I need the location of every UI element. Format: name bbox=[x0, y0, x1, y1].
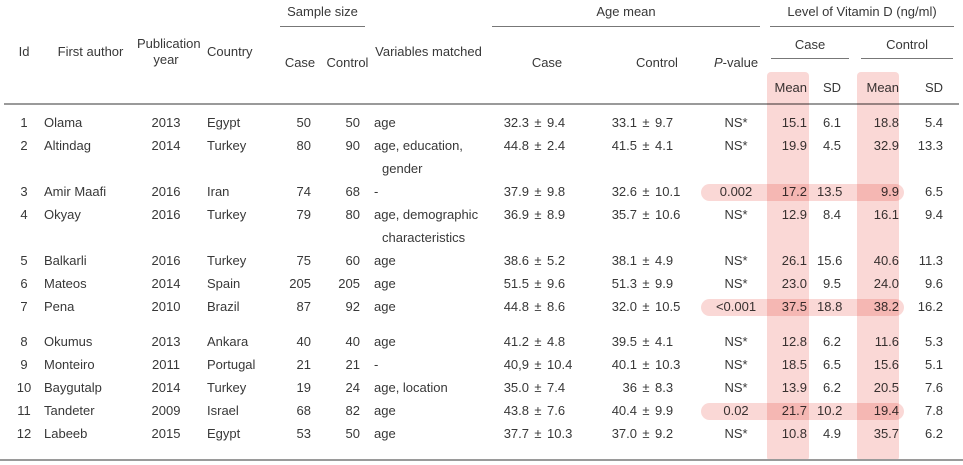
cell-first-author: Mateos bbox=[44, 276, 87, 291]
cell-first-author: Pena bbox=[44, 299, 75, 314]
cell-sample-control: 92 bbox=[345, 299, 360, 314]
cell-id: 8 bbox=[20, 334, 28, 349]
cell-variables-matched: age bbox=[374, 403, 396, 418]
table-row bbox=[4, 249, 959, 272]
cell-vitd-control-mean: 16.1 bbox=[873, 207, 900, 222]
table-header bbox=[4, 0, 959, 104]
cell-vitd-control-sd: 11.3 bbox=[918, 253, 944, 268]
cell-age-case bbox=[487, 399, 607, 422]
age-case-sd: 8.6 bbox=[547, 299, 566, 314]
cell-publication-year: 2014 bbox=[151, 138, 181, 153]
age-control-mean: 38.1 bbox=[611, 253, 637, 268]
cell-p-value: NS* bbox=[724, 334, 748, 349]
cell-country: Israel bbox=[207, 403, 239, 418]
cell-age-control bbox=[607, 422, 707, 445]
age-case-mean: 37.9 bbox=[503, 184, 529, 199]
cell-variables-matched: - bbox=[374, 184, 379, 199]
age-control-mean: 37.0 bbox=[611, 426, 637, 441]
cell-age-control bbox=[607, 272, 707, 295]
cell-id: 1 bbox=[20, 115, 28, 130]
age-control-mean: 35.7 bbox=[611, 207, 637, 222]
cell-sample-control: 21 bbox=[345, 357, 360, 372]
plus-minus-symbol: ± bbox=[534, 138, 542, 153]
table-row bbox=[4, 111, 959, 134]
age-case-mean: 38.6 bbox=[503, 253, 529, 268]
age-case-sd: 10.4 bbox=[547, 357, 573, 372]
cell-vitd-control-sd: 5.3 bbox=[924, 334, 944, 349]
plus-minus-symbol: ± bbox=[642, 380, 650, 395]
cell-country: Iran bbox=[207, 184, 230, 199]
cell-first-author: Balkarli bbox=[44, 253, 87, 268]
age-case-mean: 51.5 bbox=[503, 276, 529, 291]
cell-age-control bbox=[607, 399, 707, 422]
cell-vitd-case-sd: 4.9 bbox=[822, 426, 842, 441]
cell-first-author: Labeeb bbox=[44, 426, 88, 441]
cell-vitd-case-mean: 18.5 bbox=[781, 357, 808, 372]
p-value-italic-p: P bbox=[713, 55, 723, 70]
cell-country: Turkey bbox=[207, 207, 247, 222]
plus-minus-symbol: ± bbox=[534, 253, 542, 268]
cell-sample-case: 80 bbox=[296, 138, 311, 153]
cell-vitd-control-mean: 38.2 bbox=[873, 299, 900, 314]
cell-first-author: Tandeter bbox=[44, 403, 95, 418]
col-header-first-author: First author bbox=[57, 43, 124, 59]
age-control-mean: 32.0 bbox=[611, 299, 637, 314]
cell-sample-case: 79 bbox=[296, 207, 311, 222]
cell-p-value: <0.001 bbox=[715, 299, 757, 314]
col-header-age-case: Case bbox=[531, 55, 563, 70]
studies-table bbox=[4, 0, 959, 445]
cell-vitd-case-sd: 13.5 bbox=[817, 184, 843, 199]
cell-sample-control: 80 bbox=[345, 207, 360, 222]
cell-publication-year: 2014 bbox=[151, 276, 181, 291]
cell-sample-control: 50 bbox=[345, 115, 360, 130]
table-bottom-rule bbox=[0, 459, 963, 461]
cell-vitd-case-sd: 18.8 bbox=[817, 299, 843, 314]
header-gap-row bbox=[4, 104, 959, 111]
table-row bbox=[4, 203, 959, 249]
col-group-age-mean bbox=[487, 0, 765, 34]
cell-vitd-case-mean: 12.8 bbox=[781, 334, 808, 349]
cell-vitd-case-sd: 6.2 bbox=[822, 380, 842, 395]
age-control-mean: 33.1 bbox=[611, 115, 637, 130]
age-case-sd: 10.3 bbox=[547, 426, 573, 441]
age-case-mean: 36.9 bbox=[503, 207, 529, 222]
cell-id: 4 bbox=[20, 207, 28, 222]
cell-sample-control: 205 bbox=[338, 276, 360, 291]
col-header-vitd-case-sd: SD bbox=[822, 80, 842, 95]
cell-p-value: NS* bbox=[724, 253, 748, 268]
cell-sample-case: 68 bbox=[296, 403, 311, 418]
col-header-country: Country bbox=[207, 43, 253, 59]
cell-vitd-control-mean: 24.0 bbox=[873, 276, 900, 291]
group-gap-row bbox=[4, 318, 959, 330]
table-row bbox=[4, 422, 959, 445]
age-control-sd: 10.6 bbox=[655, 207, 681, 222]
table-row bbox=[4, 376, 959, 399]
cell-variables-matched: age bbox=[374, 253, 396, 268]
cell-first-author: Amir Maafi bbox=[44, 184, 107, 199]
cell-p-value: 0.02 bbox=[723, 403, 749, 418]
age-case-sd: 5.2 bbox=[547, 253, 566, 268]
cell-variables-matched: - bbox=[374, 357, 379, 372]
cell-age-control bbox=[607, 249, 707, 272]
age-case-mean: 37.7 bbox=[503, 426, 529, 441]
cell-age-control bbox=[607, 330, 707, 353]
age-control-sd: 10.5 bbox=[655, 299, 681, 314]
cell-variables-matched: age bbox=[374, 299, 396, 314]
cell-publication-year: 2016 bbox=[151, 184, 181, 199]
cell-sample-control: 68 bbox=[345, 184, 360, 199]
cell-sample-case: 75 bbox=[296, 253, 311, 268]
cell-first-author: Olama bbox=[44, 115, 83, 130]
age-case-sd: 8.9 bbox=[547, 207, 566, 222]
col-header-vitd-case-mean: Mean bbox=[774, 80, 808, 95]
cell-first-author: Altindag bbox=[44, 138, 91, 153]
age-case-mean: 43.8 bbox=[503, 403, 529, 418]
cell-publication-year: 2009 bbox=[151, 403, 181, 418]
cell-publication-year: 2015 bbox=[151, 426, 181, 441]
plus-minus-symbol: ± bbox=[642, 276, 650, 291]
age-case-mean: 44.8 bbox=[503, 138, 529, 153]
plus-minus-symbol: ± bbox=[642, 334, 650, 349]
plus-minus-symbol: ± bbox=[642, 357, 650, 372]
cell-publication-year: 2016 bbox=[151, 207, 181, 222]
cell-first-author: Monteiro bbox=[44, 357, 95, 372]
age-case-mean: 41.2 bbox=[503, 334, 529, 349]
col-group-vitamin-d bbox=[765, 0, 959, 34]
cell-p-value: NS* bbox=[724, 357, 748, 372]
age-case-sd: 9.6 bbox=[547, 276, 566, 291]
plus-minus-symbol: ± bbox=[534, 299, 542, 314]
cell-country: Portugal bbox=[207, 357, 256, 372]
cell-age-control bbox=[607, 111, 707, 134]
cell-vitd-control-mean: 9.9 bbox=[880, 184, 900, 199]
cell-id: 11 bbox=[17, 403, 31, 418]
table-row bbox=[4, 353, 959, 376]
cell-vitd-control-sd: 9.4 bbox=[924, 207, 944, 222]
age-control-sd: 8.3 bbox=[655, 380, 674, 395]
plus-minus-symbol: ± bbox=[642, 115, 650, 130]
age-control-sd: 4.1 bbox=[655, 334, 674, 349]
cell-p-value: NS* bbox=[724, 207, 748, 222]
cell-vitd-control-sd: 6.2 bbox=[924, 426, 944, 441]
cell-country: Turkey bbox=[207, 138, 247, 153]
plus-minus-symbol: ± bbox=[534, 357, 542, 372]
cell-publication-year: 2010 bbox=[151, 299, 181, 314]
cell-vitd-case-sd: 8.4 bbox=[822, 207, 842, 222]
cell-age-control bbox=[607, 295, 707, 318]
age-case-mean: 44.8 bbox=[503, 299, 529, 314]
cell-p-value: NS* bbox=[724, 380, 748, 395]
cell-vitd-case-mean: 13.9 bbox=[781, 380, 808, 395]
cell-sample-case: 87 bbox=[296, 299, 311, 314]
table-row bbox=[4, 399, 959, 422]
cell-vitd-case-mean: 19.9 bbox=[781, 138, 808, 153]
cell-variables-matched: age, location bbox=[374, 380, 448, 395]
cell-vitd-control-mean: 40.6 bbox=[873, 253, 900, 268]
cell-age-control bbox=[607, 353, 707, 376]
plus-minus-symbol: ± bbox=[534, 334, 542, 349]
cell-age-case bbox=[487, 330, 607, 353]
cell-vitd-control-mean: 11.6 bbox=[874, 334, 900, 349]
cell-age-control bbox=[607, 180, 707, 203]
cell-id: 3 bbox=[20, 184, 28, 199]
cell-vitd-control-sd: 6.5 bbox=[924, 184, 944, 199]
plus-minus-symbol: ± bbox=[642, 207, 650, 222]
age-control-mean: 39.5 bbox=[611, 334, 637, 349]
cell-vitd-case-mean: 26.1 bbox=[781, 253, 808, 268]
table-row bbox=[4, 134, 959, 180]
cell-age-control bbox=[607, 134, 707, 180]
col-header-sample-case: Case bbox=[284, 55, 316, 70]
cell-sample-case: 40 bbox=[296, 334, 311, 349]
cell-id: 12 bbox=[16, 426, 32, 441]
age-control-sd: 9.2 bbox=[655, 426, 674, 441]
table-body bbox=[4, 104, 959, 445]
table-row bbox=[4, 180, 959, 203]
cell-vitd-case-mean: 10.8 bbox=[781, 426, 808, 441]
age-case-sd: 7.6 bbox=[547, 403, 566, 418]
header-row-groups bbox=[4, 0, 959, 34]
cell-id: 5 bbox=[20, 253, 28, 268]
cell-variables-matched: age bbox=[374, 115, 396, 130]
cell-vitd-case-sd: 6.1 bbox=[822, 115, 842, 130]
cell-age-case bbox=[487, 203, 607, 249]
age-control-sd: 4.9 bbox=[655, 253, 674, 268]
cell-vitd-control-sd: 13.3 bbox=[917, 138, 944, 153]
cell-vitd-control-sd: 5.4 bbox=[924, 115, 944, 130]
cell-age-case bbox=[487, 111, 607, 134]
plus-minus-symbol: ± bbox=[534, 207, 542, 222]
age-control-mean: 36 bbox=[622, 380, 637, 395]
cell-p-value: NS* bbox=[724, 138, 748, 153]
cell-vitd-case-sd: 9.5 bbox=[822, 276, 842, 291]
cell-age-case bbox=[487, 295, 607, 318]
cell-age-control bbox=[607, 203, 707, 249]
plus-minus-symbol: ± bbox=[642, 184, 650, 199]
cell-age-case bbox=[487, 353, 607, 376]
cell-age-case bbox=[487, 376, 607, 399]
cell-vitd-case-mean: 17.2 bbox=[781, 184, 808, 199]
cell-variables-matched: age bbox=[374, 426, 396, 441]
cell-vitd-control-sd: 7.6 bbox=[924, 380, 944, 395]
plus-minus-symbol: ± bbox=[534, 426, 542, 441]
cell-id: 2 bbox=[20, 138, 28, 153]
col-header-publication-year: Publication year bbox=[137, 35, 201, 67]
age-case-sd: 2.4 bbox=[547, 138, 566, 153]
cell-vitd-case-mean: 37.5 bbox=[781, 299, 808, 314]
cell-first-author: Baygutalp bbox=[44, 380, 102, 395]
cell-vitd-control-mean: 19.4 bbox=[873, 403, 900, 418]
cell-sample-case: 205 bbox=[289, 276, 311, 291]
cell-variables-matched: age, demographic characteristics bbox=[374, 207, 479, 245]
cell-vitd-control-sd: 5.1 bbox=[924, 357, 944, 372]
age-control-mean: 41.5 bbox=[611, 138, 637, 153]
cell-vitd-case-mean: 12.9 bbox=[781, 207, 808, 222]
cell-country: Egypt bbox=[207, 115, 241, 130]
cell-sample-control: 90 bbox=[345, 138, 360, 153]
col-header-p-value bbox=[707, 34, 765, 104]
cell-sample-case: 50 bbox=[296, 115, 311, 130]
cell-sample-case: 21 bbox=[296, 357, 311, 372]
age-mean-group-label: Age mean bbox=[492, 0, 760, 27]
vitd-case-group-label: Case bbox=[771, 34, 849, 59]
age-case-sd: 9.8 bbox=[547, 184, 566, 199]
col-group-vitd-control bbox=[855, 34, 959, 62]
cell-vitd-control-mean: 20.5 bbox=[873, 380, 900, 395]
cell-variables-matched: age bbox=[374, 276, 396, 291]
age-control-mean: 40.4 bbox=[611, 403, 637, 418]
age-control-mean: 51.3 bbox=[611, 276, 637, 291]
cell-id: 6 bbox=[20, 276, 28, 291]
p-value-rest: -value bbox=[722, 55, 759, 70]
col-header-vitd-control-sd: SD bbox=[924, 80, 944, 95]
plus-minus-symbol: ± bbox=[534, 184, 542, 199]
age-control-mean: 32.6 bbox=[611, 184, 637, 199]
age-control-mean: 40.1 bbox=[611, 357, 637, 372]
cell-publication-year: 2011 bbox=[152, 357, 180, 372]
cell-age-case bbox=[487, 272, 607, 295]
age-case-sd: 4.8 bbox=[547, 334, 566, 349]
cell-first-author: Okumus bbox=[44, 334, 93, 349]
col-header-id: Id bbox=[18, 43, 30, 59]
col-group-sample-size bbox=[275, 0, 370, 34]
age-case-mean: 35.0 bbox=[503, 380, 529, 395]
cell-publication-year: 2014 bbox=[151, 380, 181, 395]
cell-variables-matched: age bbox=[374, 334, 396, 349]
cell-vitd-control-sd: 9.6 bbox=[924, 276, 944, 291]
cell-vitd-case-mean: 23.0 bbox=[781, 276, 808, 291]
cell-id: 10 bbox=[16, 380, 32, 395]
cell-country: Turkey bbox=[207, 253, 247, 268]
age-case-sd: 9.4 bbox=[547, 115, 566, 130]
cell-vitd-case-sd: 4.5 bbox=[822, 138, 842, 153]
cell-country: Ankara bbox=[207, 334, 249, 349]
age-case-mean: 40,9 bbox=[503, 357, 529, 372]
plus-minus-symbol: ± bbox=[534, 115, 542, 130]
col-group-vitd-case bbox=[765, 34, 855, 62]
cell-sample-control: 24 bbox=[345, 380, 360, 395]
col-header-vitd-control-mean: Mean bbox=[866, 80, 900, 95]
cell-country: Turkey bbox=[207, 380, 247, 395]
cell-country: Egypt bbox=[207, 426, 241, 441]
table-row bbox=[4, 272, 959, 295]
age-control-sd: 9.9 bbox=[655, 403, 674, 418]
cell-vitd-control-mean: 32.9 bbox=[873, 138, 900, 153]
table-row bbox=[4, 330, 959, 353]
cell-vitd-case-sd: 6.5 bbox=[822, 357, 842, 372]
cell-vitd-case-sd: 6.2 bbox=[822, 334, 842, 349]
cell-age-case bbox=[487, 134, 607, 180]
cell-publication-year: 2013 bbox=[151, 115, 181, 130]
cell-sample-control: 50 bbox=[345, 426, 360, 441]
plus-minus-symbol: ± bbox=[642, 426, 650, 441]
sample-size-group-label: Sample size bbox=[280, 0, 365, 27]
plus-minus-symbol: ± bbox=[642, 253, 650, 268]
cell-vitd-control-sd: 7.8 bbox=[924, 403, 944, 418]
cell-sample-case: 74 bbox=[296, 184, 311, 199]
cell-vitd-case-mean: 21.7 bbox=[781, 403, 808, 418]
cell-age-case bbox=[487, 422, 607, 445]
cell-country: Spain bbox=[207, 276, 241, 291]
cell-age-case bbox=[487, 180, 607, 203]
cell-vitd-case-mean: 15.1 bbox=[781, 115, 808, 130]
cell-sample-case: 19 bbox=[296, 380, 311, 395]
age-control-sd: 9.7 bbox=[655, 115, 674, 130]
cell-vitd-control-mean: 15.6 bbox=[873, 357, 900, 372]
cell-age-case bbox=[487, 249, 607, 272]
plus-minus-symbol: ± bbox=[642, 299, 650, 314]
age-control-sd: 9.9 bbox=[655, 276, 674, 291]
cell-id: 9 bbox=[20, 357, 28, 372]
cell-sample-control: 60 bbox=[345, 253, 360, 268]
cell-id: 7 bbox=[20, 299, 28, 314]
vitd-control-group-label: Control bbox=[861, 34, 953, 59]
cell-country: Brazil bbox=[207, 299, 240, 314]
cell-vitd-control-mean: 18.8 bbox=[873, 115, 900, 130]
col-header-age-control: Control bbox=[636, 55, 678, 70]
cell-sample-control: 82 bbox=[345, 403, 360, 418]
cell-vitd-control-sd: 16.2 bbox=[917, 299, 944, 314]
cell-vitd-case-sd: 10.2 bbox=[817, 403, 843, 418]
cell-vitd-control-mean: 35.7 bbox=[873, 426, 900, 441]
plus-minus-symbol: ± bbox=[642, 403, 650, 418]
age-control-sd: 10.3 bbox=[655, 357, 681, 372]
cell-variables-matched: age, education, gender bbox=[374, 138, 463, 176]
plus-minus-symbol: ± bbox=[534, 403, 542, 418]
col-header-sample-control: Control bbox=[326, 55, 369, 70]
col-header-variables-matched: Variables matched bbox=[375, 43, 482, 59]
cell-vitd-case-sd: 15.6 bbox=[817, 253, 843, 268]
table-row bbox=[4, 295, 959, 318]
cell-p-value: 0.002 bbox=[719, 184, 753, 199]
age-control-sd: 4.1 bbox=[655, 138, 674, 153]
cell-age-control bbox=[607, 376, 707, 399]
cell-publication-year: 2013 bbox=[151, 334, 181, 349]
cell-p-value: NS* bbox=[724, 276, 748, 291]
vitamin-d-group-label: Level of Vitamin D (ng/ml) bbox=[770, 0, 954, 27]
cell-publication-year: 2016 bbox=[151, 253, 181, 268]
cell-p-value: NS* bbox=[724, 426, 748, 441]
cell-sample-control: 40 bbox=[345, 334, 360, 349]
age-case-mean: 32.3 bbox=[503, 115, 529, 130]
cell-sample-case: 53 bbox=[296, 426, 311, 441]
cell-p-value: NS* bbox=[724, 115, 748, 130]
plus-minus-symbol: ± bbox=[642, 138, 650, 153]
age-control-sd: 10.1 bbox=[655, 184, 681, 199]
plus-minus-symbol: ± bbox=[534, 380, 542, 395]
cell-first-author: Okyay bbox=[44, 207, 81, 222]
plus-minus-symbol: ± bbox=[534, 276, 542, 291]
age-case-sd: 7.4 bbox=[547, 380, 566, 395]
